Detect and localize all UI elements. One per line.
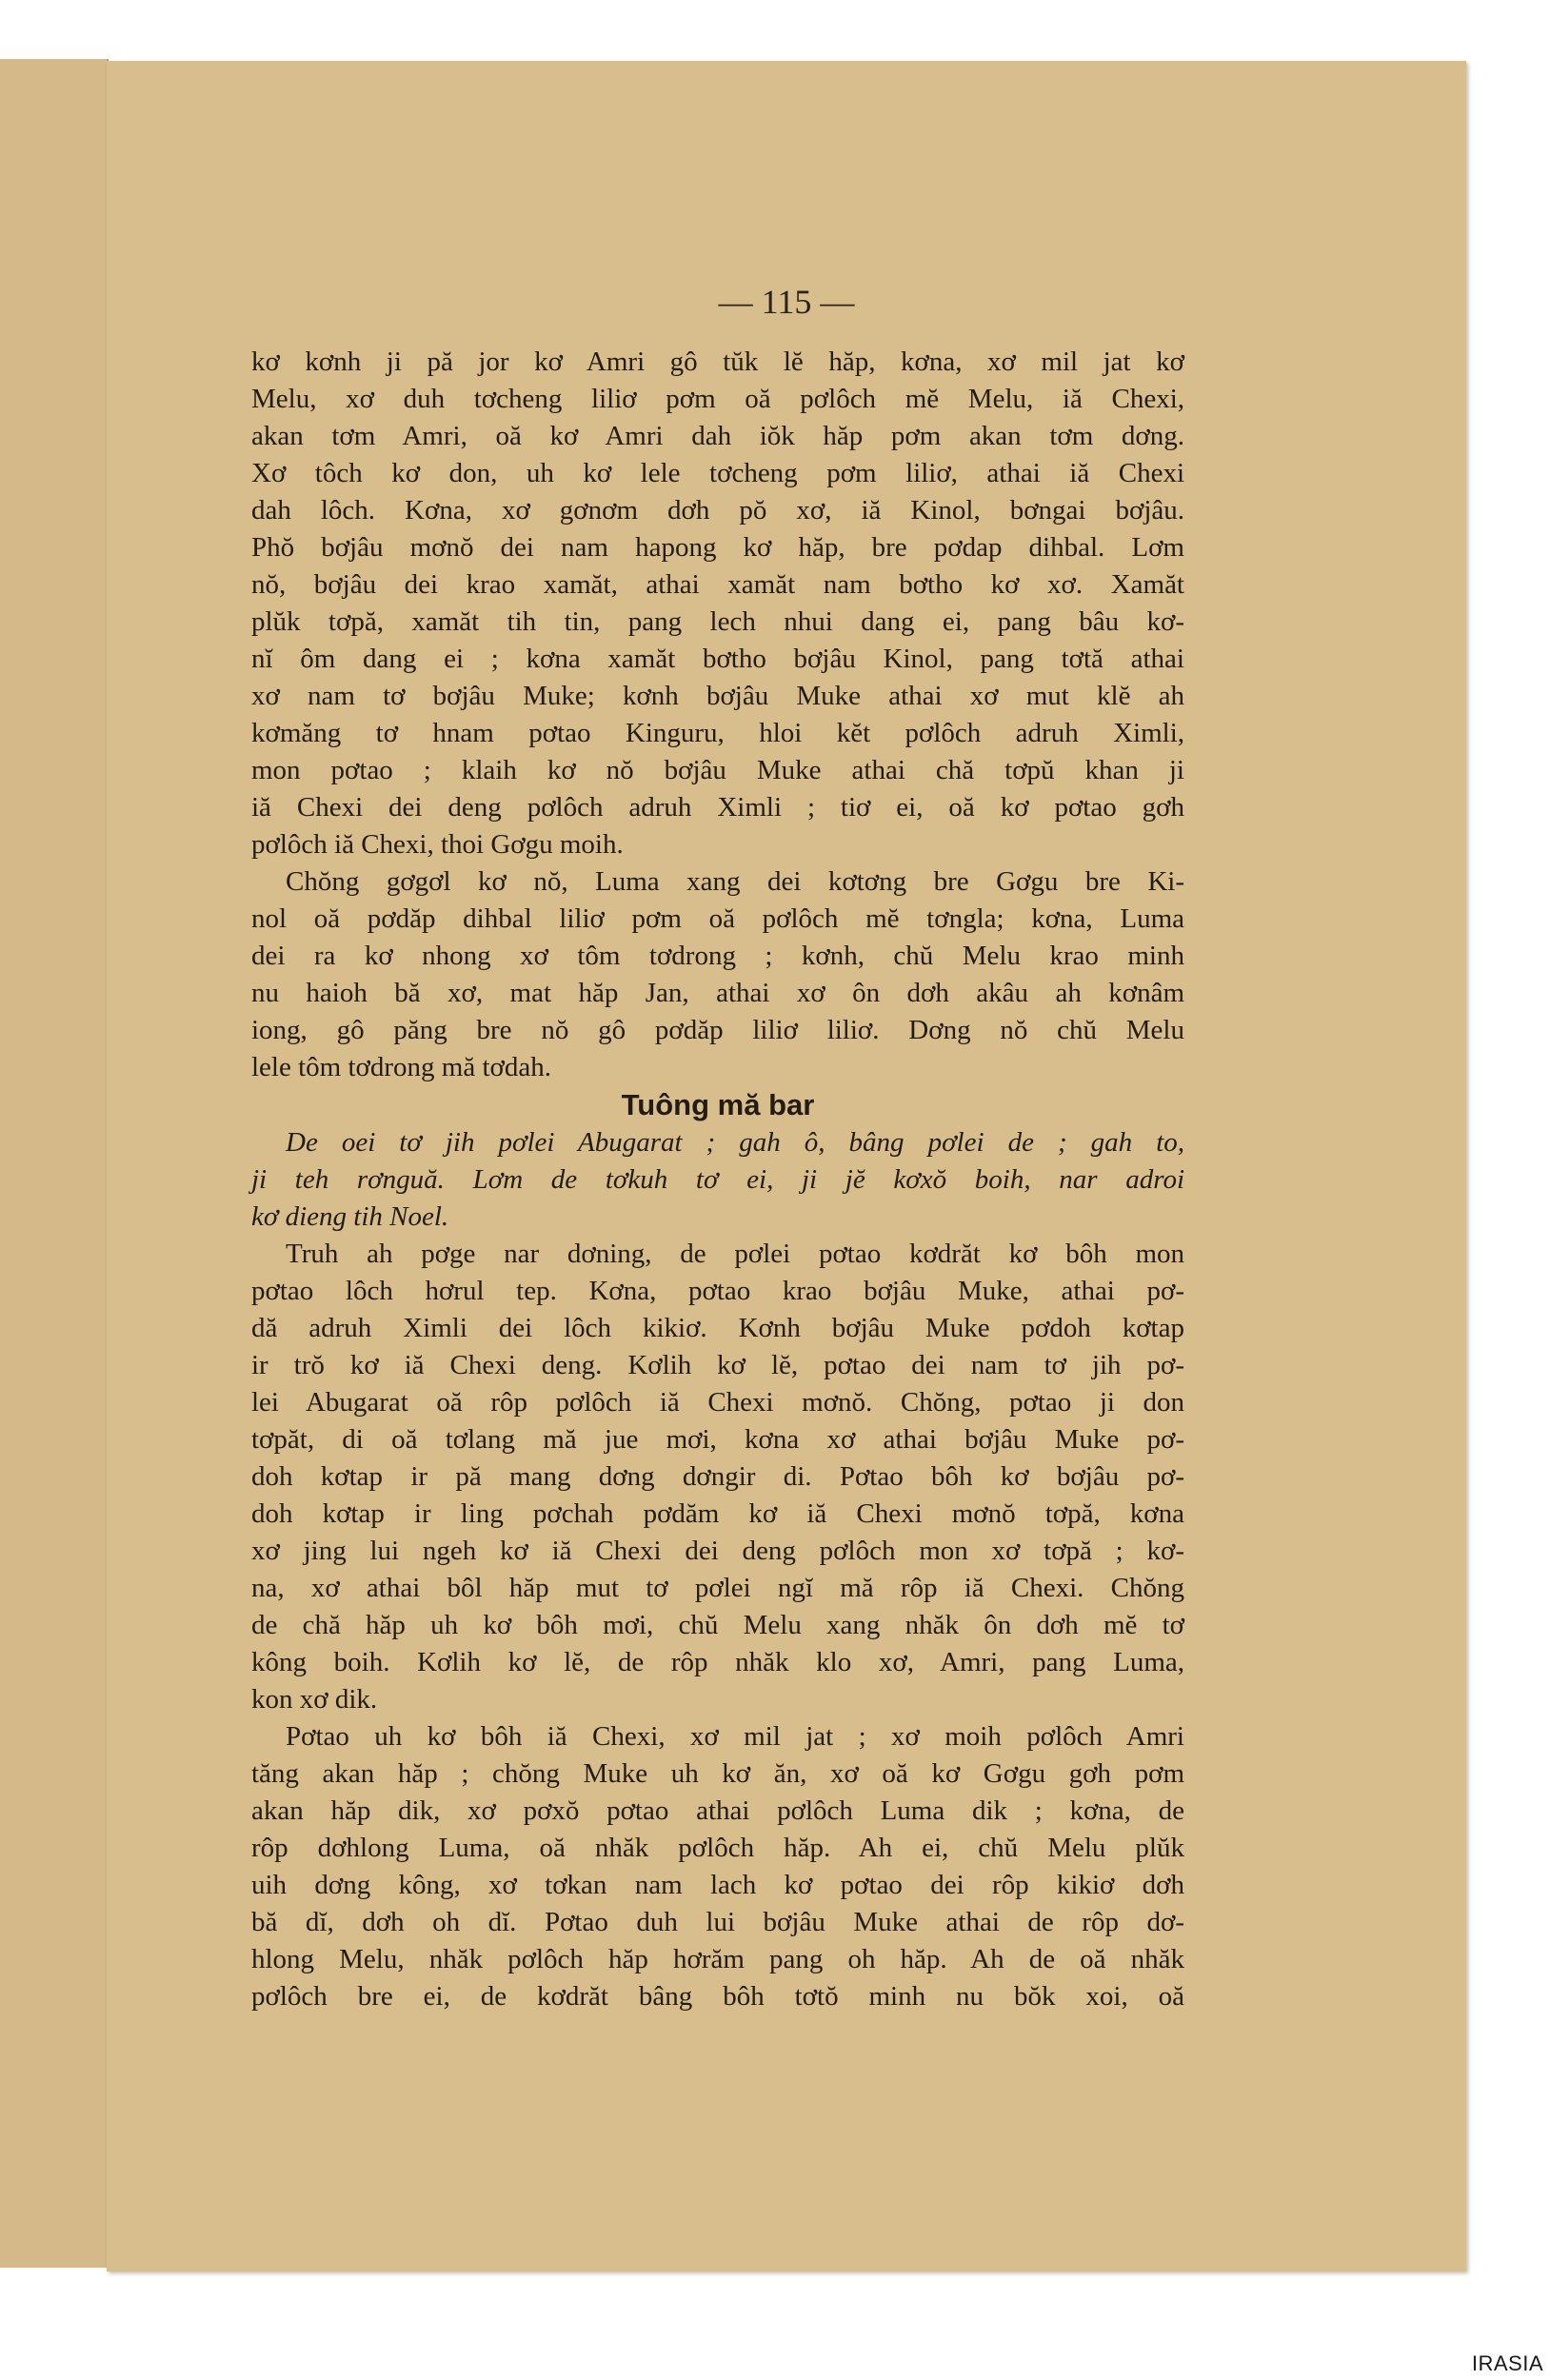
page-body [251, 344, 1184, 2015]
text-line: lele tôm tơdrong mă tơdah. [251, 1052, 551, 1082]
text-line: kon xơ dik. [251, 1684, 378, 1715]
text-line: hlong Melu, nhăk pơlôch hăp hơrăm pang oh hăp. Ah de oă nhăk [251, 1944, 1184, 1974]
text-line: xơ nam tơ bơjâu Muke; kơnh bơjâu Muke athai xơ mut klĕ ah [251, 681, 1184, 711]
text-line: dei ra kơ nhong xơ tôm tơdrong ; kơnh, chŭ Melu krao minh [251, 941, 1184, 971]
text-line: nĭ ôm dang ei ; kơna xamăt bơtho bơjâu Kinol, pang tơtă athai [251, 644, 1184, 674]
text-line: lei Abugarat oă rôp pơlôch iă Chexi mơnŏ. Chŏng, pơtao ji don [251, 1387, 1184, 1418]
text-line: akan tơm Amri, oă kơ Amri dah iŏk hăp pơm akan tơm dơng. [251, 421, 1184, 451]
text-line: uih dơng kông, xơ tơkan nam lach kơ pơtao dei rôp kikiơ dơh [251, 1870, 1184, 1900]
text-line: plŭk tơpă, xamăt tih tin, pang lech nhui dang ei, pang bâu kơ- [251, 606, 1184, 637]
summary-line: kơ dieng tih Noel. [251, 1201, 449, 1232]
previous-page-edge [0, 59, 109, 2268]
text-line: iong, gô păng bre nŏ gô pơdăp liliơ liliơ. Dơng nŏ chŭ Melu [251, 1015, 1184, 1045]
text-line: tơpăt, di oă tơlang mă jue mơi, kơna xơ athai bơjâu Muke pơ- [251, 1424, 1184, 1455]
chapter-heading: Tuông mă bar [621, 1088, 815, 1121]
text-line: dă adruh Ximli dei lôch kikiơ. Kơnh bơjâu Muke pơdoh kơtap [251, 1313, 1184, 1343]
text-line: nu haioh bă xơ, mat hăp Jan, athai xơ ôn dơh akâu ah kơnâm [251, 978, 1184, 1008]
text-line: Phŏ bơjâu mơnŏ dei nam hapong kơ hăp, bre pơdap dihbal. Lơm [251, 532, 1184, 563]
text-line: de chă hăp uh kơ bôh mơi, chŭ Melu xang nhăk ôn dơh mĕ tơ [251, 1610, 1184, 1640]
page-number: — 115 — [718, 283, 855, 321]
text-line: kơmăng tơ hnam pơtao Kinguru, hloi kĕt pơlôch adruh Ximli, [251, 718, 1184, 748]
text-line: rôp dơhlong Luma, oă nhăk pơlôch hăp. Ah ei, chŭ Melu plŭk [251, 1833, 1184, 1863]
text-line: pơtao lôch hơrul tep. Kơna, pơtao krao bơjâu Muke, athai pơ- [251, 1276, 1184, 1306]
text-line: nol oă pơdăp dihbal liliơ pơm oă pơlôch mĕ tơngla; kơna, Luma [251, 903, 1184, 934]
text-line: Melu, xơ duh tơcheng liliơ pơm oă pơlôch mĕ Melu, iă Chexi, [251, 384, 1184, 414]
summary-line: ji teh rơnguă. Lơm de tơkuh tơ ei, ji jĕ kơxŏ boih, nar adroi [251, 1164, 1184, 1195]
text-line: tăng akan hăp ; chŏng Muke uh kơ ăn, xơ oă kơ Gơgu gơh pơm [251, 1758, 1184, 1789]
text-line: doh kơtap ir ling pơchah pơdăm kơ iă Chexi mơnŏ tơpă, kơna [251, 1498, 1184, 1529]
text-line: xơ jing lui ngeh kơ iă Chexi dei deng pơlôch mon xơ tơpă ; kơ- [251, 1536, 1184, 1566]
book-page [107, 61, 1466, 2271]
text-line: Truh ah pơge nar dơning, de pơlei pơtao kơdrăt kơ bôh mon [286, 1239, 1184, 1269]
text-line: doh kơtap ir pă mang dơng dơngir di. Pơtao bôh kơ bơjâu pơ- [251, 1461, 1184, 1492]
summary-line: De oei tơ jih pơlei Abugarat ; gah ô, bâng pơlei de ; gah to, [286, 1127, 1184, 1158]
text-line: mon pơtao ; klaih kơ nŏ bơjâu Muke athai chă tơpŭ khan ji [251, 755, 1184, 785]
text-line: Pơtao uh kơ bôh iă Chexi, xơ mil jat ; xơ moih pơlôch Amri [286, 1721, 1184, 1752]
text-line: bă dĭ, dơh oh dĭ. Pơtao duh lui bơjâu Muke athai de rôp dơ- [251, 1907, 1184, 1937]
text-line: kơ kơnh ji pă jor kơ Amri gô tŭk lĕ hăp, kơna, xơ mil jat kơ [251, 347, 1184, 377]
text-line: dah lôch. Kơna, xơ gơnơm dơh pŏ xơ, iă Kinol, bơngai bơjâu. [251, 495, 1184, 526]
text-line: kông boih. Kơlih kơ lĕ, de rôp nhăk klo xơ, Amri, pang Luma, [251, 1647, 1184, 1677]
text-line: pơlôch iă Chexi, thoi Gơgu moih. [251, 829, 624, 860]
text-line: na, xơ athai bôl hăp mut tơ pơlei ngĭ mă rôp iă Chexi. Chŏng [251, 1573, 1184, 1603]
text-line: Chŏng gơgơl kơ nŏ, Luma xang dei kơtơng bre Gơgu bre Ki- [286, 866, 1184, 897]
text-line: nŏ, bơjâu dei krao xamăt, athai xamăt nam bơtho kơ xơ. Xamăt [251, 569, 1184, 600]
text-line: ir trŏ kơ iă Chexi deng. Kơlih kơ lĕ, pơtao dei nam tơ jih pơ- [251, 1350, 1184, 1380]
text-line: akan hăp dik, xơ pơxŏ pơtao athai pơlôch Luma dik ; kơna, de [251, 1795, 1184, 1826]
text-line: pơlôch bre ei, de kơdrăt bâng bôh tơtŏ minh nu bŏk xoi, oă [251, 1981, 1184, 2012]
text-line: iă Chexi dei deng pơlôch adruh Ximli ; tiơ ei, oă kơ pơtao gơh [251, 792, 1184, 823]
text-line: Xơ tôch kơ don, uh kơ lele tơcheng pơm liliơ, athai iă Chexi [251, 458, 1184, 488]
watermark-credit: IRASIA [1471, 2351, 1543, 2375]
